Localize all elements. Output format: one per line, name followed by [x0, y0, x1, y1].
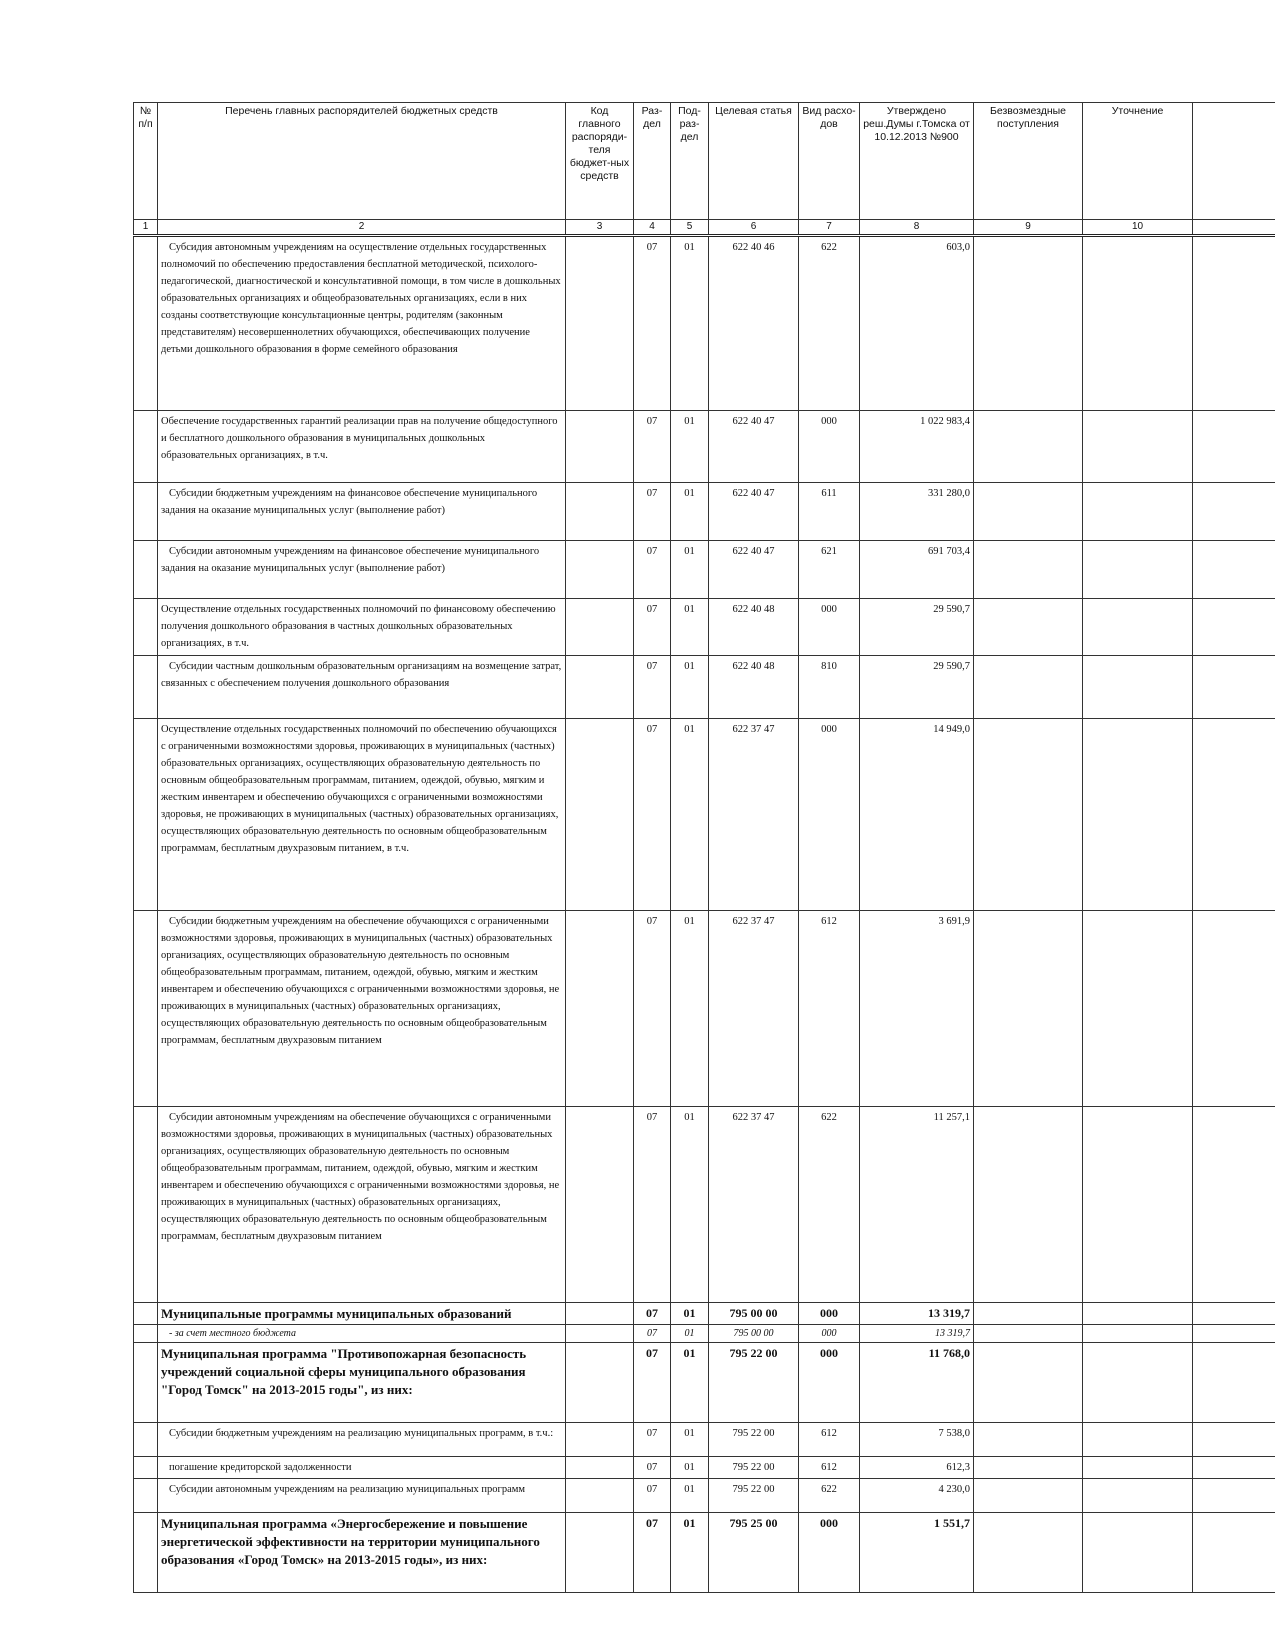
row-free: [974, 541, 1083, 599]
row-num: [134, 1457, 158, 1479]
row-type: 000: [799, 1303, 860, 1325]
row-code: [566, 1457, 634, 1479]
row-section: 07: [634, 1107, 671, 1303]
row-approved: 331 280,0: [860, 483, 974, 541]
row-code: [566, 483, 634, 541]
row-name: Субсидии автономным учреждениям на реализацию муниципальных программ: [158, 1479, 566, 1513]
row-free: [974, 1343, 1083, 1423]
row-subsection: 01: [671, 483, 709, 541]
header-num: № п/п: [134, 103, 158, 220]
row-clarify: [1083, 656, 1193, 719]
row-code: [566, 911, 634, 1107]
row-extra: [1193, 1479, 1275, 1513]
row-code: [566, 719, 634, 911]
row-subsection: 01: [671, 656, 709, 719]
budget-table: [133, 102, 1275, 1593]
row-name: Субсидии бюджетным учреждениям на реализацию муниципальных программ, в т.ч.:: [158, 1423, 566, 1457]
colnum: 1: [134, 220, 158, 236]
colnum: 3: [566, 220, 634, 236]
row-type: 000: [799, 1343, 860, 1423]
colnum: 2: [158, 220, 566, 236]
row-num: [134, 656, 158, 719]
row-num: [134, 1479, 158, 1513]
row-type: 621: [799, 541, 860, 599]
row-free: [974, 483, 1083, 541]
table-row: [134, 483, 1275, 541]
row-target: 795 00 00: [709, 1325, 799, 1343]
row-clarify: [1083, 599, 1193, 656]
row-target: 622 40 48: [709, 656, 799, 719]
row-free: [974, 1325, 1083, 1343]
row-free: [974, 1479, 1083, 1513]
row-num: [134, 1325, 158, 1343]
row-free: [974, 236, 1083, 411]
table-row: [134, 1513, 1275, 1593]
row-extra: [1193, 911, 1275, 1107]
header-code: Код главного распоряди-теля бюджет-ных средств: [566, 103, 634, 220]
row-name: Муниципальные программы муниципальных образований: [158, 1303, 566, 1325]
row-target: 795 00 00: [709, 1303, 799, 1325]
row-extra: [1193, 483, 1275, 541]
row-approved: 3 691,9: [860, 911, 974, 1107]
row-subsection: 01: [671, 911, 709, 1107]
row-extra: [1193, 1303, 1275, 1325]
row-subsection: 01: [671, 1513, 709, 1593]
row-extra: [1193, 1325, 1275, 1343]
row-subsection: 01: [671, 1343, 709, 1423]
table-row: [134, 911, 1275, 1107]
row-section: 07: [634, 1457, 671, 1479]
row-name: Субсидии автономным учреждениям на финансовое обеспечение муниципального задания на оказание муниципальных услуг (выполнение работ): [158, 541, 566, 599]
row-name: Субсидии бюджетным учреждениям на обеспечение обучающихся с ограниченными возможностями здоровья, проживающих в муниципальных (частных) образовательных организациях, осуществляющих образовательную деятельность по основным общеобразовательным программам, питанием, одеждой, обувью, мягким и жестким инвентарем и обеспечению обучающихся с ограниченными возможностями здоровья, не проживающих в муниципальных (частных) образовательных организациях, осуществляющих образовательную деятельность по основным общеобразовательным программам, бесплатным двухразовым питанием: [158, 911, 566, 1107]
row-type: 000: [799, 411, 860, 483]
row-target: 622 40 47: [709, 541, 799, 599]
colnum: 5: [671, 220, 709, 236]
row-type: 000: [799, 599, 860, 656]
row-section: 07: [634, 599, 671, 656]
header-clarify: Уточнение: [1083, 103, 1193, 220]
row-approved: 14 949,0: [860, 719, 974, 911]
row-approved: 1 551,7: [860, 1513, 974, 1593]
row-name: Субсидия автономным учреждениям на осуществление отдельных государственных полномочий по обеспечению предоставления бесплатной методической, психолого-педагогической, диагностической и консультативной помощи, в том числе в дошкольных образовательных организациях и общеобразовательных организациях, если в них созданы соответствующие консультационные центры, родителям (законным представителям) несовершеннолетних обучающихся, обеспечивающих получение детьми дошкольного образования в форме семейного образования: [158, 236, 566, 411]
row-target: 622 40 47: [709, 411, 799, 483]
row-section: 07: [634, 1343, 671, 1423]
row-extra: [1193, 656, 1275, 719]
row-section: 07: [634, 411, 671, 483]
row-extra: [1193, 541, 1275, 599]
row-subsection: 01: [671, 1479, 709, 1513]
row-section: 07: [634, 1303, 671, 1325]
row-section: 07: [634, 541, 671, 599]
table-row: [134, 1423, 1275, 1457]
row-section: 07: [634, 1513, 671, 1593]
row-subsection: 01: [671, 1325, 709, 1343]
row-clarify: [1083, 719, 1193, 911]
row-clarify: [1083, 541, 1193, 599]
row-code: [566, 656, 634, 719]
row-num: [134, 719, 158, 911]
row-extra: [1193, 1513, 1275, 1593]
row-clarify: [1083, 1457, 1193, 1479]
row-approved: 7 538,0: [860, 1423, 974, 1457]
row-free: [974, 411, 1083, 483]
row-code: [566, 1423, 634, 1457]
row-subsection: 01: [671, 1303, 709, 1325]
row-num: [134, 483, 158, 541]
row-code: [566, 411, 634, 483]
row-type: 000: [799, 1513, 860, 1593]
row-name: - за счет местного бюджета: [158, 1325, 566, 1343]
colnum: 6: [709, 220, 799, 236]
row-section: 07: [634, 236, 671, 411]
header-target: Целевая статья: [709, 103, 799, 220]
row-section: 07: [634, 1325, 671, 1343]
row-approved: 11 257,1: [860, 1107, 974, 1303]
row-code: [566, 1479, 634, 1513]
header-free: Безвозмездные поступления: [974, 103, 1083, 220]
row-approved: 691 703,4: [860, 541, 974, 599]
row-free: [974, 1107, 1083, 1303]
row-type: 000: [799, 719, 860, 911]
row-extra: [1193, 1107, 1275, 1303]
row-name: Муниципальная программа «Энергосбережение и повышение энергетической эффективности на территории муниципального образования «Город Томск» на 2013-2015 годы», из них:: [158, 1513, 566, 1593]
table-row: [134, 719, 1275, 911]
row-subsection: 01: [671, 1107, 709, 1303]
row-num: [134, 599, 158, 656]
table-row: [134, 1325, 1275, 1343]
row-subsection: 01: [671, 236, 709, 411]
row-num: [134, 411, 158, 483]
row-subsection: 01: [671, 719, 709, 911]
row-num: [134, 236, 158, 411]
row-num: [134, 1343, 158, 1423]
row-target: 622 40 48: [709, 599, 799, 656]
row-name: Обеспечение государственных гарантий реализации прав на получение общедоступного и бесплатного дошкольного образования в муниципальных дошкольных образовательных организациях, в т.ч.: [158, 411, 566, 483]
row-target: 622 37 47: [709, 911, 799, 1107]
row-target: 622 37 47: [709, 1107, 799, 1303]
header-section: Раз-дел: [634, 103, 671, 220]
table-row: [134, 411, 1275, 483]
row-approved: 13 319,7: [860, 1303, 974, 1325]
row-extra: [1193, 236, 1275, 411]
table-row: [134, 541, 1275, 599]
row-free: [974, 656, 1083, 719]
row-num: [134, 1423, 158, 1457]
row-target: 622 37 47: [709, 719, 799, 911]
row-target: 622 40 46: [709, 236, 799, 411]
row-clarify: [1083, 411, 1193, 483]
row-approved: 13 319,7: [860, 1325, 974, 1343]
row-code: [566, 1325, 634, 1343]
row-approved: 4 230,0: [860, 1479, 974, 1513]
table-row: [134, 1479, 1275, 1513]
row-num: [134, 1303, 158, 1325]
table-row: [134, 1343, 1275, 1423]
row-approved: 1 022 983,4: [860, 411, 974, 483]
row-name: Осуществление отдельных государственных полномочий по финансовому обеспечению получения дошкольного образования в частных дошкольных образовательных организациях, в т.ч.: [158, 599, 566, 656]
row-type: 612: [799, 1423, 860, 1457]
row-section: 07: [634, 911, 671, 1107]
row-free: [974, 911, 1083, 1107]
row-target: 795 25 00: [709, 1513, 799, 1593]
row-approved: 29 590,7: [860, 656, 974, 719]
row-target: 795 22 00: [709, 1343, 799, 1423]
colnum: 8: [860, 220, 974, 236]
row-clarify: [1083, 1343, 1193, 1423]
row-extra: [1193, 1457, 1275, 1479]
row-clarify: [1083, 1513, 1193, 1593]
row-extra: [1193, 719, 1275, 911]
header-subsection: Под-раз-дел: [671, 103, 709, 220]
row-type: 611: [799, 483, 860, 541]
row-type: 810: [799, 656, 860, 719]
row-code: [566, 1343, 634, 1423]
row-name: погашение кредиторской задолженности: [158, 1457, 566, 1479]
row-code: [566, 599, 634, 656]
colnum: 4: [634, 220, 671, 236]
table-row: [134, 236, 1275, 411]
row-section: 07: [634, 1423, 671, 1457]
row-free: [974, 1457, 1083, 1479]
row-section: 07: [634, 483, 671, 541]
row-extra: [1193, 1423, 1275, 1457]
row-clarify: [1083, 1303, 1193, 1325]
row-target: 795 22 00: [709, 1423, 799, 1457]
row-section: 07: [634, 719, 671, 911]
row-clarify: [1083, 483, 1193, 541]
colnum: 10: [1083, 220, 1193, 236]
row-target: 795 22 00: [709, 1479, 799, 1513]
row-num: [134, 541, 158, 599]
header-name: Перечень главных распорядителей бюджетных средств: [158, 103, 566, 220]
colnum: 9: [974, 220, 1083, 236]
row-subsection: 01: [671, 1423, 709, 1457]
row-approved: 29 590,7: [860, 599, 974, 656]
row-free: [974, 719, 1083, 911]
row-num: [134, 1107, 158, 1303]
row-code: [566, 1513, 634, 1593]
row-name: Субсидии автономным учреждениям на обеспечение обучающихся с ограниченными возможностями здоровья, проживающих в муниципальных (частных) образовательных организациях, осуществляющих образовательную деятельность по основным общеобразовательным программам, питанием, одеждой, обувью, мягким и жестким инвентарем и обеспечению обучающихся с ограниченными возможностями здоровья, не проживающих в муниципальных (частных) образовательных организациях, осуществляющих образовательную деятельность по основным общеобразовательным программам, бесплатным двухразовым питанием: [158, 1107, 566, 1303]
row-clarify: [1083, 236, 1193, 411]
row-code: [566, 1303, 634, 1325]
row-code: [566, 541, 634, 599]
row-approved: 612,3: [860, 1457, 974, 1479]
row-extra: [1193, 1343, 1275, 1423]
row-type: 000: [799, 1325, 860, 1343]
colnum: [1193, 220, 1275, 236]
row-extra: [1193, 411, 1275, 483]
row-name: Осуществление отдельных государственных полномочий по обеспечению обучающихся с ограниченными возможностями здоровья, проживающих в муниципальных (частных) образовательных организациях, осуществляющих образовательную деятельность по основным общеобразовательным программам, питанием, одеждой, обувью, мягким и жестким инвентарем и обеспечению обучающихся с ограниченными возможностями здоровья, не проживающих в муниципальных (частных) образовательных организациях, осуществляющих образовательную деятельность по основным общеобразовательным программам, бесплатным двухразовым питанием, в т.ч.: [158, 719, 566, 911]
table-row: [134, 599, 1275, 656]
row-approved: 603,0: [860, 236, 974, 411]
row-clarify: [1083, 1107, 1193, 1303]
row-code: [566, 236, 634, 411]
row-type: 612: [799, 911, 860, 1107]
row-subsection: 01: [671, 541, 709, 599]
table-row: [134, 656, 1275, 719]
table-row: [134, 1107, 1275, 1303]
row-type: 622: [799, 1107, 860, 1303]
row-clarify: [1083, 1423, 1193, 1457]
row-name: Субсидии бюджетным учреждениям на финансовое обеспечение муниципального задания на оказание муниципальных услуг (выполнение работ): [158, 483, 566, 541]
row-clarify: [1083, 1479, 1193, 1513]
row-clarify: [1083, 1325, 1193, 1343]
row-type: 622: [799, 236, 860, 411]
row-section: 07: [634, 656, 671, 719]
colnum: 7: [799, 220, 860, 236]
row-name: Субсидии частным дошкольным образовательным организациям на возмещение затрат, связанных с обеспечением получения дошкольного образования: [158, 656, 566, 719]
row-free: [974, 1303, 1083, 1325]
row-target: 622 40 47: [709, 483, 799, 541]
row-free: [974, 599, 1083, 656]
row-type: 622: [799, 1479, 860, 1513]
row-num: [134, 1513, 158, 1593]
row-num: [134, 911, 158, 1107]
row-subsection: 01: [671, 599, 709, 656]
row-extra: [1193, 599, 1275, 656]
header-extra: [1193, 103, 1275, 220]
column-number-row: [134, 220, 1275, 236]
row-clarify: [1083, 911, 1193, 1107]
row-free: [974, 1513, 1083, 1593]
row-subsection: 01: [671, 1457, 709, 1479]
table-row: [134, 1457, 1275, 1479]
row-type: 612: [799, 1457, 860, 1479]
row-free: [974, 1423, 1083, 1457]
row-section: 07: [634, 1479, 671, 1513]
header-exp-type: Вид расхо-дов: [799, 103, 860, 220]
table-row: [134, 1303, 1275, 1325]
row-subsection: 01: [671, 411, 709, 483]
header-row: [134, 103, 1275, 220]
row-code: [566, 1107, 634, 1303]
row-name: Муниципальная программа "Противопожарная безопасность учреждений социальной сферы муниципального образования "Город Томск" на 2013-2015 годы", из них:: [158, 1343, 566, 1423]
row-approved: 11 768,0: [860, 1343, 974, 1423]
row-target: 795 22 00: [709, 1457, 799, 1479]
header-approved: Утверждено реш.Думы г.Томска от 10.12.2013 №900: [860, 103, 974, 220]
